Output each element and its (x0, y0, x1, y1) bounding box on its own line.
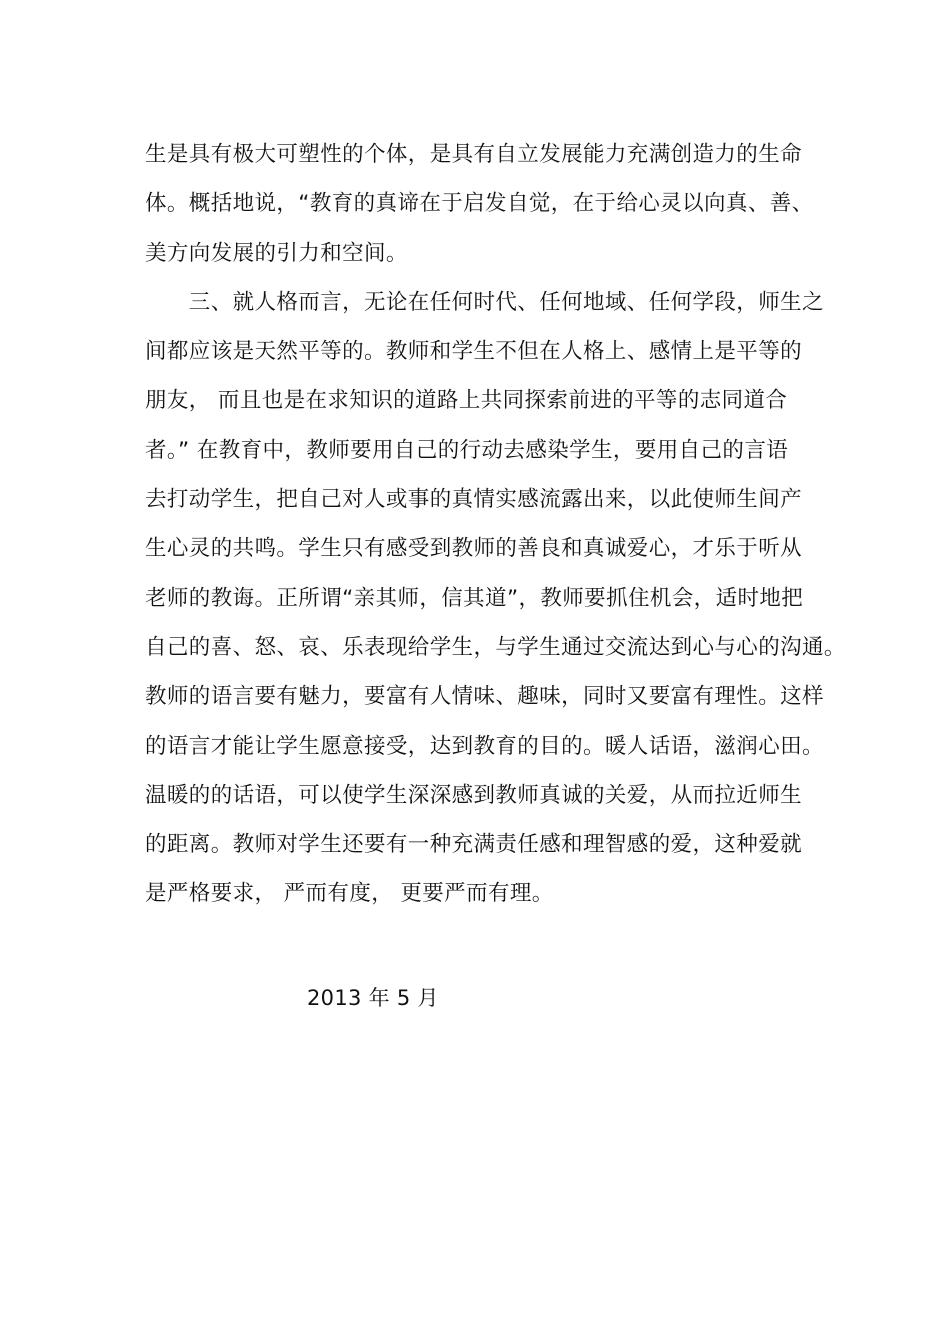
text-line: 体。概括地说，“教育的真谛在于启发自觉，在于给心灵以向真、善、 (145, 191, 814, 217)
text-line: 者。” 在教育中，教师要用自己的行动去感染学生，要用自己的言语 (145, 437, 789, 463)
text-line: 去打动学生，把自己对人或事的真情实感流露出来，以此使师生间产 (145, 487, 803, 513)
text-line: 朋友， 而且也是在求知识的道路上共同探索前进的平等的志同道合 (145, 388, 788, 414)
text-line: 温暖的的话语，可以使学生深深感到教师真诚的关爱，从而拉近师生 (145, 782, 803, 808)
text-line: 的语言才能让学生愿意接受，达到教育的目的。暖人话语，滋润心田。 (145, 733, 824, 759)
text-line: 教师的语言要有魅力，要富有人情味、趣味，同时又要富有理性。这样 (145, 684, 824, 710)
document-date: 2013 年 5 月 (307, 986, 439, 1010)
text-line: 生心灵的共鸣。学生只有感受到教师的善良和真诚爱心，才乐于听从 (145, 536, 803, 562)
body-text (145, 130, 845, 919)
text-line: 生是具有极大可塑性的个体，是具有自立发展能力充满创造力的生命 (145, 142, 803, 167)
text-line: 自己的喜、怒、哀、乐表现给学生，与学生通过交流达到心与心的沟通。 (145, 634, 846, 660)
text-line: 老师的教诲。正所谓“亲其师，信其道”，教师要抓住机会，适时地把 (145, 585, 804, 611)
text-line: 美方向发展的引力和空间。 (145, 240, 408, 266)
text-line: 间都应该是天然平等的。教师和学生不但在人格上、感情上是平等的 (145, 339, 803, 365)
text-line: 三、就人格而言，无论在任何时代、任何地域、任何学段，师生之 (145, 289, 824, 315)
text-line: 是严格要求， 严而有度， 更要严而有理。 (145, 881, 554, 907)
text-line: 的距离。教师对学生还要有一种充满责任感和理智感的爱，这种爱就 (145, 832, 803, 858)
